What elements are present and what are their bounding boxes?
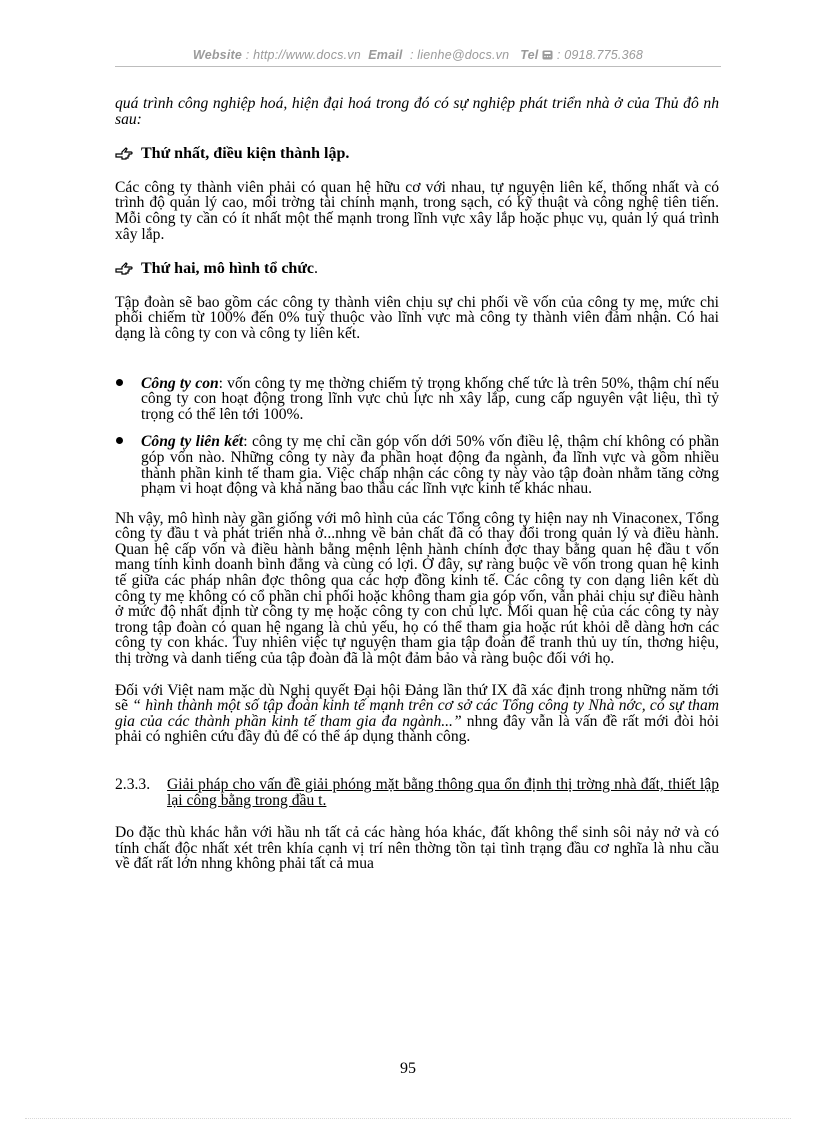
pointing-hand-icon [115, 146, 133, 161]
paragraph-model-comparison: Nh vậy, mô hình này gần giống với mô hình của các Tổng công ty hiện nay nh Vinaconex, Tổng công ty đầu t và phát triển nhà ở...nhng về bản chất đã có thay đổi trong quản lý và điều hành. Quan hệ cấp vốn và điều hành bằng mệnh lệnh hành chính đợc thay bằng quan hệ đầu t vốn mang tính kinh doanh bình đẳng và cùng có lợi. Ở đây, sự ràng buộc về vốn trong quan hệ kinh tế giữa các pháp nhân đợc thông qua các hợp đồng kinh tế. Các công ty con dạng liên kết dù công ty mẹ không có cổ phần chi phối hoặc không tham gia góp vốn, vẫn phải chịu sự điều hành ở mức độ nhất định từ công ty mẹ hoặc công ty con chủ lực. Mối quan hệ của các công ty này trong tập đoàn có quan hệ ngang là chủ yếu, họ có thể tham gia hoặc rút khỏi dễ dàng hơn các công ty con khác. Tuy nhiên việc tự nguyện tham gia tập đoàn để tranh thủ uy tín, thơng hiệu, thị trờng và danh tiếng của tập đoàn đã là một đảm bảo và ràng buộc đối với họ. [115, 509, 719, 668]
bullet-term: Công ty liên kết [141, 433, 244, 451]
footer-divider [25, 1118, 791, 1119]
phone-icon [542, 50, 553, 60]
tel-label: Tel [520, 48, 539, 62]
page-number: 95 [400, 1060, 416, 1077]
section1-title: Thứ nhất, điều kiện thành lập. [141, 145, 350, 163]
paragraph-vietnam [115, 683, 719, 745]
tel-value: 0918.775.368 [564, 48, 644, 62]
page-header: Website : http://www.docs.vn Email : lienhe@docs.vn Tel : 0918.775.368 [192, 48, 644, 62]
section2-heading [115, 261, 719, 277]
bullet-text: : công ty mẹ chỉ cần góp vốn dới 50% vốn điều lệ, thậm chí không có phần góp vốn nào. Những công ty này đa phần hoạt động đa ngành, đa lĩnh vực và gồm nhiều thành phần kinh tế tham gia. Việc chấp nhận các công ty này vào tập đoàn nhằm tăng cờng phạm vi hoạt động và khả năng bao thầu các lĩnh vực kinh tế khác nhau. [141, 433, 719, 498]
bullet-term: Công ty con [141, 374, 219, 392]
header-divider [115, 66, 721, 67]
website-label: Website [192, 48, 243, 62]
email-value[interactable]: lienhe@docs.vn [417, 48, 510, 62]
page-content [115, 96, 719, 872]
vietnam-text-after: nhng đây vẫn là vấn đề rất mới đòi hỏi phải có nghiên cứu đầy đủ để có thể áp dụng thành công. [115, 712, 720, 746]
vietnam-quote: “ hình thành một số tập đoàn kinh tế mạnh trên cơ sở các Tổng công ty Nhà nớc, có sự tham gia của các thành phần kinh tế tham gia đa ngành...” [115, 697, 720, 730]
section2-body: Tập đoàn sẽ bao gồm các công ty thành viên chịu sự chi phối về vốn của công ty mẹ, mức chi phối chiếm từ 100% đến 0% tuỳ thuộc vào lĩnh vực mà công ty thành viên đảm nhận. Có hai dạng là công ty con và công ty liên kết. [115, 293, 719, 342]
section1-heading [115, 146, 719, 162]
section-233-heading [115, 777, 719, 808]
section-number: 2.3.3. [115, 776, 151, 793]
section2-title: Thứ hai, mô hình tổ chức [141, 260, 315, 278]
bullet-icon [116, 437, 123, 444]
bullet-text: : vốn công ty mẹ thờng chiếm tỷ trọng khống chế tức là trên 50%, thậm chí nếu công ty con hoạt động trong lĩnh vực chủ lực nh xây lắp, cung cấp nguyên vật liệu, thì tỷ trọng có thể lên tới 100%. [141, 374, 719, 423]
section1-body: Các công ty thành viên phải có quan hệ hữu cơ với nhau, tự nguyện liên kế, thống nhất và có trình độ quản lý cao, môi trờng tài chính mạnh, trong sạch, có kỹ thuật và công nghệ tiên tiến. Mỗi công ty cần có ít nhất một thế mạnh trong lĩnh vực xây lắp hoặc phục vụ, quản lý quá trình xây lắp. [115, 178, 719, 243]
email-label: Email [368, 48, 403, 62]
intro-paragraph: quá trình công nghiệp hoá, hiện đại hoá trong đó có sự nghiệp phát triển nhà ở của Thủ đô nh sau: [115, 95, 719, 128]
paragraph-land: Do đặc thù khác hẳn với hầu nh tất cả các hàng hóa khác, đất không thể sinh sôi nảy nở và có tính chất độc nhất xét trên khía cạnh vị trí nên thờng tồn tại tình trạng đầu cơ nghĩa là nhu cầu về đất rất lớn nhng không phải tất cả mua [115, 824, 719, 873]
section2-title-end: . [314, 260, 319, 278]
bullet-icon [116, 379, 123, 386]
section-title: Giải pháp cho vấn đề giải phóng mặt bằng thông qua ổn định thị trờng nhà đất, thiết lập lại công bằng trong đầu t. [167, 776, 719, 809]
website-value[interactable]: http://www.docs.vn [253, 48, 361, 62]
vietnam-text-before: Đối với Việt nam mặc dù Nghị quyết Đại hội Đảng lần thứ IX đã xác định trong những năm tới sẽ [115, 681, 719, 715]
pointing-hand-icon [115, 261, 133, 276]
list-item [115, 376, 719, 423]
list-item [115, 434, 719, 496]
company-types-list [115, 376, 719, 497]
